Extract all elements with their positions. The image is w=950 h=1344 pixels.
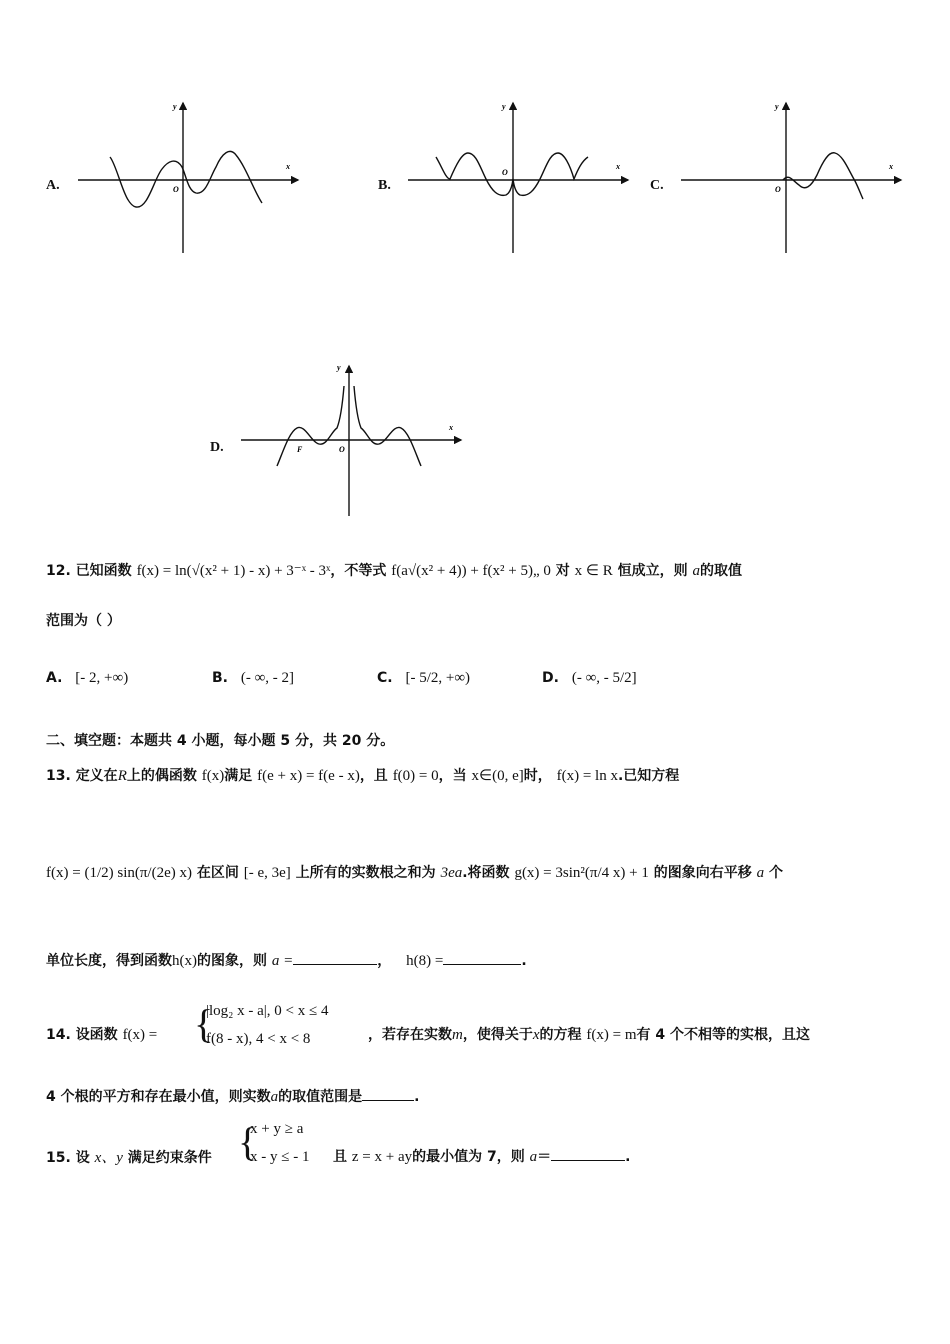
q12-text3: 对: [555, 563, 570, 579]
origin-label: O: [173, 185, 179, 194]
q13-text: 单位长度，得到函数: [46, 953, 172, 969]
q13-text: 满足: [224, 768, 253, 784]
q15-a: a: [529, 1149, 538, 1165]
x-label: x: [889, 162, 893, 171]
option-value: (- ∞, - 2]: [240, 670, 295, 686]
q12-var: a: [692, 563, 700, 579]
q13-interval: x∈(0, e]: [471, 768, 524, 784]
curve: [783, 153, 863, 199]
q12-option-c[interactable]: [377, 670, 470, 687]
option-value: [- 2, +∞): [75, 670, 129, 686]
q13-line1: [46, 765, 679, 785]
q14-x: x: [532, 1027, 540, 1043]
q15-number: 15.: [46, 1150, 71, 1166]
answer-blank-a[interactable]: [293, 950, 377, 965]
q14-text: ，若存在实数: [368, 1027, 452, 1043]
q13-eq3: f(x) = ln x: [556, 768, 618, 784]
piecewise-brace: {: [194, 1001, 214, 1046]
q14-number: 14.: [46, 1027, 71, 1043]
q13-text: .将函数: [462, 865, 510, 881]
q12-option-b[interactable]: [212, 670, 294, 687]
q14-text: 4 个根的平方和存在最小值，则实数: [46, 1089, 271, 1105]
option-label: D.: [542, 670, 559, 686]
q14-text: 设函数: [75, 1027, 118, 1043]
q13-eq4: f(x) = (1/2) sin(π/(2e) x): [46, 865, 192, 881]
y-label: y: [173, 102, 177, 111]
q14-eq: f(x) = m: [586, 1027, 637, 1043]
q13-text: 上所有的实数根之和为: [295, 865, 436, 881]
x-label: x: [286, 162, 290, 171]
q13-R: R: [117, 768, 127, 784]
q14-fx: f(x) =: [122, 1027, 158, 1043]
q14-line1b: [368, 1024, 810, 1044]
q14-text: ，使得关于: [462, 1027, 533, 1043]
constraint-brace: {: [238, 1119, 258, 1164]
q13-line2: [46, 862, 783, 882]
q14-line1: [46, 1024, 157, 1044]
option-value: (- ∞, - 5/2]: [571, 670, 637, 686]
q14-case2: f(8 - x), 4 < x < 8: [206, 1031, 311, 1047]
q13-number: 13.: [46, 768, 71, 784]
q14-m: m: [452, 1027, 463, 1043]
q14-text: 的方程: [539, 1027, 582, 1043]
answer-blank-h8[interactable]: [443, 950, 521, 965]
graph-d-label: D.: [210, 440, 224, 455]
y-label: y: [337, 363, 341, 372]
q13-text: ，且: [359, 768, 388, 784]
q13-text: 的图象向右平移: [653, 865, 752, 881]
q13-text: 上的偶函数: [126, 768, 197, 784]
q14-case1: |log₂ x - a|, 0 < x ≤ 4: [206, 1003, 329, 1019]
curve-right: [354, 386, 421, 466]
q12-function: f(x) = ln(√(x² + 1) - x) + 3⁻ˣ - 3ˣ: [136, 563, 331, 579]
q12-option-a[interactable]: [46, 670, 128, 687]
q15-text: 的最小值为 7，则: [412, 1149, 525, 1165]
q13-h8: h(8) =: [406, 953, 444, 969]
section-heading: 二、填空题：本题共 4 小题，每小题 5 分，共 20 分。: [46, 733, 395, 749]
graph-d: [235, 358, 475, 523]
q13-line3: 单位长度，得到函数h(x)的图象，则 a = ， h(8) = .: [46, 950, 527, 970]
q15-line1b: [333, 1146, 630, 1166]
graph-b: [402, 95, 642, 260]
q12-text5: 的取值: [699, 563, 742, 579]
q13-text: 时，: [523, 768, 552, 784]
q13-text: .已知方程: [617, 768, 680, 784]
q14-end: .: [414, 1089, 420, 1105]
option-label: A.: [46, 670, 63, 686]
graph-c-label: C.: [650, 178, 664, 193]
q15-text: 满足约束条件: [127, 1150, 212, 1166]
q13-interval2: [- e, 3e]: [243, 865, 291, 881]
graph-b-label: B.: [378, 178, 391, 193]
q14-text: 有 4 个不相等的实根，且这: [636, 1027, 811, 1043]
graph-a-label: A.: [46, 178, 60, 193]
graph-a: [70, 95, 310, 260]
graph-c: [675, 95, 915, 260]
q13-eq5: g(x) = 3sin²(π/4 x) + 1: [514, 865, 649, 881]
curve: [110, 151, 262, 207]
y-label: y: [502, 102, 506, 111]
q14-line2: [46, 1086, 419, 1106]
q12-number: 12.: [46, 563, 71, 579]
answer-blank-15[interactable]: [551, 1146, 625, 1161]
q15-text: 且: [333, 1149, 347, 1165]
q13-text: 定义在: [75, 768, 118, 784]
q15-constraint2: x - y ≤ - 1: [250, 1149, 310, 1165]
option-label: B.: [212, 670, 228, 686]
origin-label: O: [502, 168, 508, 177]
y-label: y: [775, 102, 779, 111]
curve-left: [277, 386, 344, 466]
f-label: F: [297, 445, 303, 454]
answer-blank-14[interactable]: [362, 1086, 414, 1101]
origin-label: O: [339, 445, 345, 454]
q15-z: z = x + ay: [351, 1149, 413, 1165]
q13-sum: 3ea: [440, 865, 463, 881]
q12-text2: ，不等式: [330, 563, 387, 579]
q13-text: 的图象，则: [197, 953, 267, 969]
q13-end: .: [521, 953, 527, 969]
q15-xy: x、y: [94, 1150, 123, 1166]
q14-a: a: [270, 1089, 279, 1105]
q13-eq1: f(e + x) = f(e - x): [257, 768, 360, 784]
origin-label: O: [775, 185, 781, 194]
q15-constraint1: x + y ≥ a: [250, 1121, 304, 1137]
q13-a: a: [756, 865, 765, 881]
q13-fx: f(x): [201, 768, 225, 784]
q15-text: 设: [75, 1150, 90, 1166]
q15-end: .: [625, 1149, 631, 1165]
q13-eq2: f(0) = 0: [392, 768, 439, 784]
q12-condition: x ∈ R: [574, 563, 613, 579]
q13-hx: h(x): [172, 953, 197, 969]
option-label: C.: [377, 670, 393, 686]
x-label: x: [616, 162, 620, 171]
x-label: x: [449, 423, 453, 432]
q15-line1: [46, 1146, 212, 1167]
q13-a-eq: a =: [271, 953, 294, 969]
q14-text: 的取值范围是: [278, 1089, 363, 1105]
q13-text: ，当: [438, 768, 467, 784]
q13-text: 在区间: [196, 865, 239, 881]
q15-text: ＝: [537, 1149, 552, 1165]
curve: [436, 153, 588, 195]
option-value: [- 5/2, +∞): [405, 670, 471, 686]
q12-option-d[interactable]: [542, 670, 637, 687]
q12-text4: 恒成立，则: [617, 563, 688, 579]
q12-text1: 已知函数: [75, 563, 132, 579]
q13-text: 个: [768, 865, 783, 881]
q12-inequality: f(a√(x² + 4)) + f(x² + 5)„ 0: [391, 563, 551, 579]
q12-line1: [46, 560, 742, 580]
q12-line2: 范围为（ ）: [46, 613, 121, 629]
